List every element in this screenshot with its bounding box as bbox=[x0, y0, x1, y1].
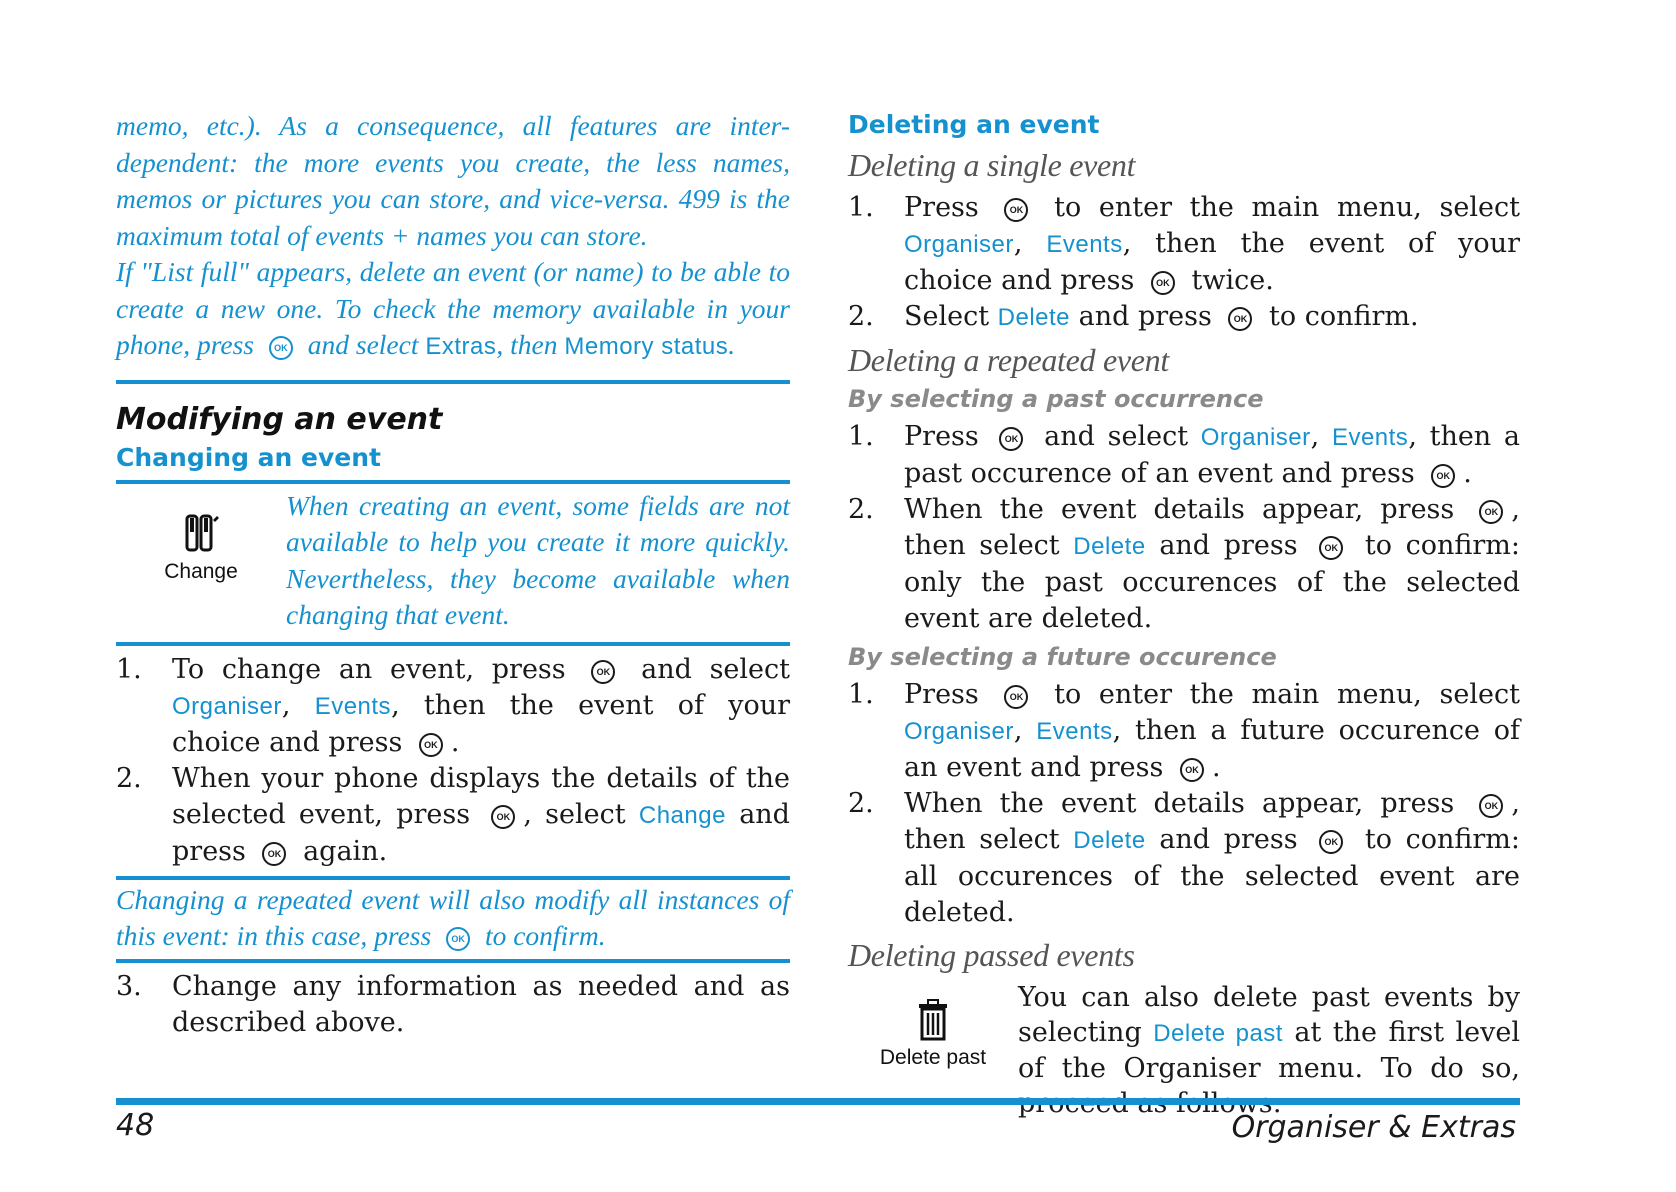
ok-key-icon: OK bbox=[1431, 464, 1455, 488]
ok-key-icon: OK bbox=[1180, 758, 1204, 782]
step-text: to confirm: only the past occurences of the selected event are deleted. bbox=[904, 530, 1520, 634]
ok-key-icon: OK bbox=[1319, 830, 1343, 854]
subsection-title-changing: Changing an event bbox=[116, 442, 382, 472]
repeat-note-text: Changing a repeated event will also modify all instances of this event: in this case, press bbox=[116, 883, 790, 951]
menu-label-delete: Delete bbox=[997, 304, 1071, 331]
separator: , bbox=[1310, 421, 1320, 452]
step-text: twice. bbox=[1191, 265, 1274, 296]
intro-text-3: and select bbox=[307, 329, 419, 360]
title-future-occurrence: By selecting a future occurence bbox=[848, 643, 1277, 671]
step-text: and press bbox=[1078, 301, 1212, 332]
step-body bbox=[904, 677, 1520, 786]
ok-key-icon: OK bbox=[419, 733, 443, 757]
chapter-title: Organiser & Extras bbox=[1231, 1110, 1516, 1145]
change-note-text: When creating an event, some fields are not available to help you create it more quickly. Nevertheless, they become available when changing that event. bbox=[286, 489, 790, 630]
step-number: 2. bbox=[848, 494, 874, 525]
list-item bbox=[848, 786, 1520, 931]
menu-label-events: Events bbox=[1331, 424, 1409, 451]
step-number: 2. bbox=[116, 762, 142, 794]
step-number: 1. bbox=[116, 653, 142, 685]
menu-label-events: Events bbox=[314, 692, 392, 720]
step-text: , then select bbox=[904, 494, 1520, 561]
step-text: Press bbox=[904, 192, 979, 223]
ok-key-icon: OK bbox=[1151, 271, 1175, 295]
step-text: and press bbox=[1159, 530, 1298, 561]
step-text: When your phone displays the details of the selected event, press bbox=[172, 762, 790, 830]
change-icon-box bbox=[116, 488, 286, 634]
step-body bbox=[904, 492, 1520, 637]
divider bbox=[116, 380, 790, 384]
step-text: to confirm: all occurences of the selected event are deleted. bbox=[904, 824, 1520, 928]
change-icon bbox=[181, 512, 221, 556]
step-number: 3. bbox=[116, 970, 142, 1002]
step-body bbox=[904, 299, 1520, 336]
menu-label-organiser: Organiser bbox=[172, 692, 282, 720]
step-text: and select bbox=[1044, 421, 1189, 452]
step-number: 1. bbox=[848, 192, 874, 223]
step-text: , then a future occurence of an event and press bbox=[904, 715, 1520, 783]
title-single-event: Deleting a single event bbox=[848, 147, 1136, 183]
intro-text-2: If "List full" appears, delete an event (or name) to be able to create a new one. To check the memory available in your phone, press bbox=[116, 256, 790, 360]
list-item bbox=[116, 652, 790, 761]
ok-key-icon: OK bbox=[1228, 307, 1252, 331]
menu-label-events: Events bbox=[1046, 231, 1123, 258]
single-steps bbox=[848, 190, 1520, 336]
menu-label-organiser: Organiser bbox=[904, 718, 1014, 745]
step-text: . bbox=[1463, 458, 1472, 489]
step-text: , then the event of your choice and press bbox=[904, 228, 1520, 296]
menu-label-delete: Delete bbox=[1073, 827, 1146, 854]
footer-rule bbox=[116, 1098, 1520, 1105]
step-text: again. bbox=[303, 835, 388, 867]
title-past-occurrence: By selecting a past occurrence bbox=[848, 385, 1264, 413]
step-text: Press bbox=[904, 679, 979, 710]
step-number: 2. bbox=[848, 301, 874, 332]
divider bbox=[116, 642, 790, 646]
step-text: Select bbox=[904, 301, 990, 332]
step-text: , then the event of your choice and press bbox=[172, 689, 790, 758]
divider bbox=[116, 959, 790, 963]
ok-key-icon: OK bbox=[1479, 500, 1503, 524]
change-note bbox=[116, 484, 790, 642]
separator: , bbox=[1013, 715, 1023, 746]
step-text: , select bbox=[523, 798, 626, 830]
ok-key-icon: OK bbox=[1319, 536, 1343, 560]
step-text: to enter the main menu, select bbox=[1054, 192, 1520, 223]
separator: , bbox=[281, 689, 291, 721]
intro-text-4: , then bbox=[496, 329, 558, 360]
passed-text: You can also delete past events by selecting bbox=[1018, 982, 1520, 1048]
step-text: To change an event, press bbox=[172, 653, 566, 685]
list-item bbox=[848, 492, 1520, 637]
step-text: When the event details appear, press bbox=[904, 788, 1455, 819]
step-number: 1. bbox=[848, 679, 874, 710]
right-column bbox=[848, 108, 1520, 1129]
repeat-note-text: to confirm. bbox=[484, 920, 606, 951]
menu-label-extras: Extras bbox=[425, 333, 497, 360]
step-text: , then select bbox=[904, 788, 1520, 855]
step-body bbox=[172, 652, 790, 761]
menu-label-events: Events bbox=[1036, 718, 1113, 745]
list-item bbox=[848, 299, 1520, 336]
list-item bbox=[848, 190, 1520, 299]
ok-key-icon: OK bbox=[262, 842, 286, 866]
delete-past-icon-label: Delete past bbox=[879, 1046, 987, 1069]
list-item bbox=[848, 677, 1520, 786]
step-body bbox=[904, 419, 1520, 492]
passed-text: at the first level of the Organiser menu. To do so, bbox=[1018, 1017, 1520, 1084]
step-number: 2. bbox=[848, 788, 874, 819]
page-number: 48 bbox=[116, 1108, 155, 1143]
list-item bbox=[116, 969, 790, 1041]
step-body bbox=[904, 190, 1520, 299]
step-text: and press bbox=[1159, 824, 1298, 855]
list-item bbox=[116, 761, 790, 870]
menu-label-organiser: Organiser bbox=[904, 231, 1014, 258]
menu-label-memory-status: Memory status bbox=[564, 333, 729, 360]
ok-key-icon: OK bbox=[269, 336, 293, 360]
step-text: . bbox=[1211, 752, 1221, 783]
step-text: Press bbox=[904, 421, 979, 452]
step-text: When the event details appear, press bbox=[904, 494, 1455, 525]
ok-key-icon: OK bbox=[1479, 794, 1503, 818]
ok-key-icon: OK bbox=[591, 660, 615, 684]
ok-key-icon: OK bbox=[446, 927, 470, 951]
step-text: . bbox=[450, 726, 460, 758]
section-title-deleting: Deleting an event bbox=[848, 110, 1100, 139]
step-body: Change any information as needed and as described above. bbox=[172, 970, 790, 1038]
future-steps bbox=[848, 677, 1520, 931]
step-body bbox=[904, 786, 1520, 931]
ok-key-icon: OK bbox=[999, 427, 1023, 451]
intro-paragraph bbox=[116, 108, 790, 366]
change-icon-label: Change bbox=[164, 559, 238, 583]
menu-label-delete-past: Delete past bbox=[1153, 1020, 1283, 1047]
step-text: and select bbox=[641, 653, 790, 685]
title-passed-events: Deleting passed events bbox=[848, 937, 1135, 973]
ok-key-icon: OK bbox=[1004, 198, 1028, 222]
menu-label-organiser: Organiser bbox=[1200, 424, 1311, 451]
step-text: to confirm. bbox=[1269, 301, 1419, 332]
past-steps bbox=[848, 419, 1520, 637]
delete-past-note bbox=[848, 980, 1520, 1129]
step-body bbox=[172, 761, 790, 870]
trash-icon bbox=[915, 998, 951, 1042]
step-text: and press bbox=[172, 798, 790, 867]
intro-period: . bbox=[728, 329, 736, 360]
section-title-modifying: Modifying an event bbox=[116, 401, 443, 437]
step-number: 1. bbox=[848, 421, 874, 452]
change-steps bbox=[116, 652, 790, 870]
separator: , bbox=[1013, 228, 1023, 259]
step-text: , then a past occurence of an event and press bbox=[904, 421, 1520, 489]
ok-key-icon: OK bbox=[491, 805, 515, 829]
left-column bbox=[116, 108, 790, 1047]
change-step-3 bbox=[116, 969, 790, 1041]
title-repeated-event: Deleting a repeated event bbox=[848, 342, 1169, 378]
menu-label-delete: Delete bbox=[1073, 533, 1146, 560]
menu-label-change: Change bbox=[638, 801, 726, 829]
intro-text-1: memo, etc.). As a consequence, all features are inter-dependent: the more events you create, the less names, memos or pictures you can store, and vice-versa. 499 is the maximum total of events + names you can store. bbox=[116, 110, 790, 251]
repeat-note bbox=[116, 880, 790, 959]
list-item bbox=[848, 419, 1520, 492]
step-text: to enter the main menu, select bbox=[1054, 679, 1520, 710]
ok-key-icon: OK bbox=[1004, 685, 1028, 709]
